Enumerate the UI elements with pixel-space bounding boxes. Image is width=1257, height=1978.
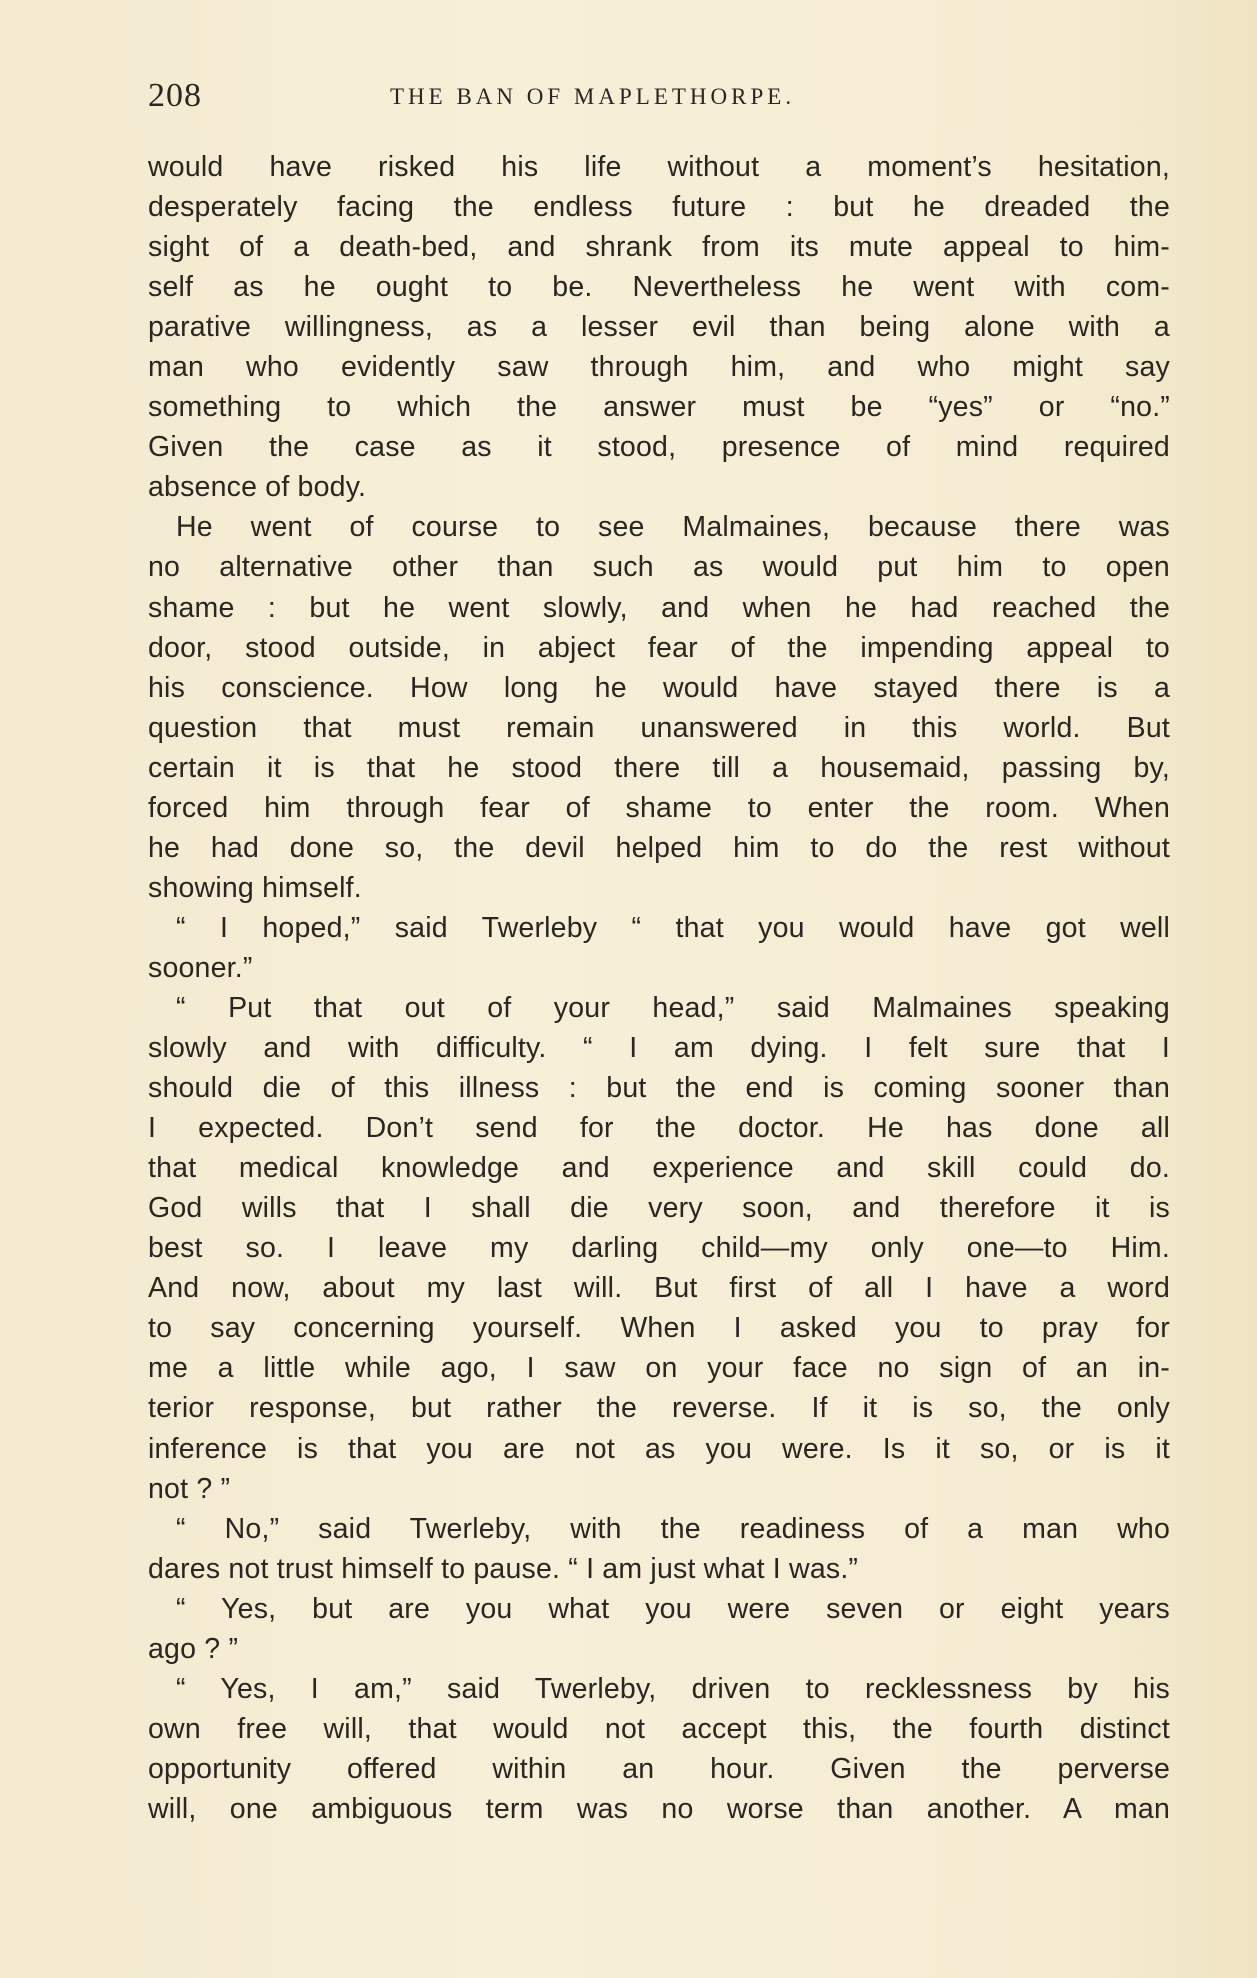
text-line: man who evidently saw through him, and who might say	[148, 351, 1170, 384]
page-number: 208	[148, 77, 202, 114]
text-line: absence of body.	[148, 471, 367, 504]
page-header	[148, 78, 1170, 114]
text-line: something to which the answer must be “yes” or “no.”	[148, 391, 1170, 424]
text-line: forced him through fear of shame to enter the room. When	[148, 791, 1170, 824]
text-line: me a little while ago, I saw on your face no sign of an in-	[148, 1352, 1170, 1385]
text-line: “ Put that out of your head,” said Malmaines speaking	[176, 991, 1170, 1024]
text-line: “ No,” said Twerleby, with the readiness of a man who	[176, 1512, 1170, 1545]
text-line: He went of course to see Malmaines, because there was	[176, 511, 1170, 544]
text-line: “ Yes, but are you what you were seven or eight years	[176, 1592, 1170, 1625]
text-line: Given the case as it stood, presence of mind required	[148, 431, 1170, 464]
text-line: self as he ought to be. Nevertheless he went with com-	[148, 271, 1170, 304]
text-line: opportunity offered within an hour. Given the perverse	[148, 1752, 1170, 1785]
text-line: not ? ”	[148, 1472, 231, 1505]
text-line: showing himself.	[148, 871, 362, 904]
text-line: inference is that you are not as you were. Is it so, or is it	[148, 1432, 1170, 1465]
text-line: should die of this illness : but the end is coming sooner than	[148, 1072, 1170, 1105]
text-line: would have risked his life without a moment’s hesitation,	[148, 151, 1170, 183]
text-line: dares not trust himself to pause. “ I am just what I was.”	[148, 1552, 859, 1585]
text-line: certain it is that he stood there till a housemaid, passing by,	[148, 751, 1170, 784]
text-line: “ Yes, I am,” said Twerleby, driven to recklessness by his	[176, 1672, 1170, 1705]
text-line: shame : but he went slowly, and when he had reached the	[148, 591, 1170, 624]
text-line: parative willingness, as a lesser evil than being alone with a	[148, 311, 1170, 344]
text-line: that medical knowledge and experience and skill could do.	[148, 1152, 1170, 1185]
text-line: sooner.”	[148, 951, 253, 984]
running-head: THE BAN OF MAPLETHORPE.	[390, 84, 796, 109]
text-line: will, one ambiguous term was no worse than another. A man	[148, 1792, 1170, 1825]
text-line: door, stood outside, in abject fear of the impending appeal to	[148, 631, 1170, 664]
text-line: he had done so, the devil helped him to do the rest without	[148, 831, 1170, 864]
text-line: best so. I leave my darling child—my only one—to Him.	[148, 1232, 1170, 1265]
text-line: own free will, that would not accept this, the fourth distinct	[148, 1712, 1170, 1745]
text-line: And now, about my last will. But first of all I have a word	[148, 1272, 1170, 1305]
text-line: his conscience. How long he would have stayed there is a	[148, 671, 1170, 704]
text-line: no alternative other than such as would put him to open	[148, 551, 1170, 584]
text-line: sight of a death-bed, and shrank from its mute appeal to him-	[148, 231, 1170, 264]
text-line: God wills that I shall die very soon, and therefore it is	[148, 1192, 1170, 1225]
text-line: I expected. Don’t send for the doctor. He has done all	[148, 1112, 1170, 1145]
text-line: desperately facing the endless future : but he dreaded the	[148, 191, 1170, 224]
text-line: question that must remain unanswered in this world. But	[148, 711, 1170, 744]
text-line: to say concerning yourself. When I asked you to pray for	[148, 1312, 1170, 1345]
text-line: “ I hoped,” said Twerleby “ that you would have got well	[176, 911, 1170, 944]
body-text	[148, 147, 1170, 1829]
text-line: ago ? ”	[148, 1632, 239, 1665]
text-line: slowly and with difficulty. “ I am dying. I felt sure that I	[148, 1032, 1170, 1065]
text-line: terior response, but rather the reverse. If it is so, the only	[148, 1392, 1170, 1425]
